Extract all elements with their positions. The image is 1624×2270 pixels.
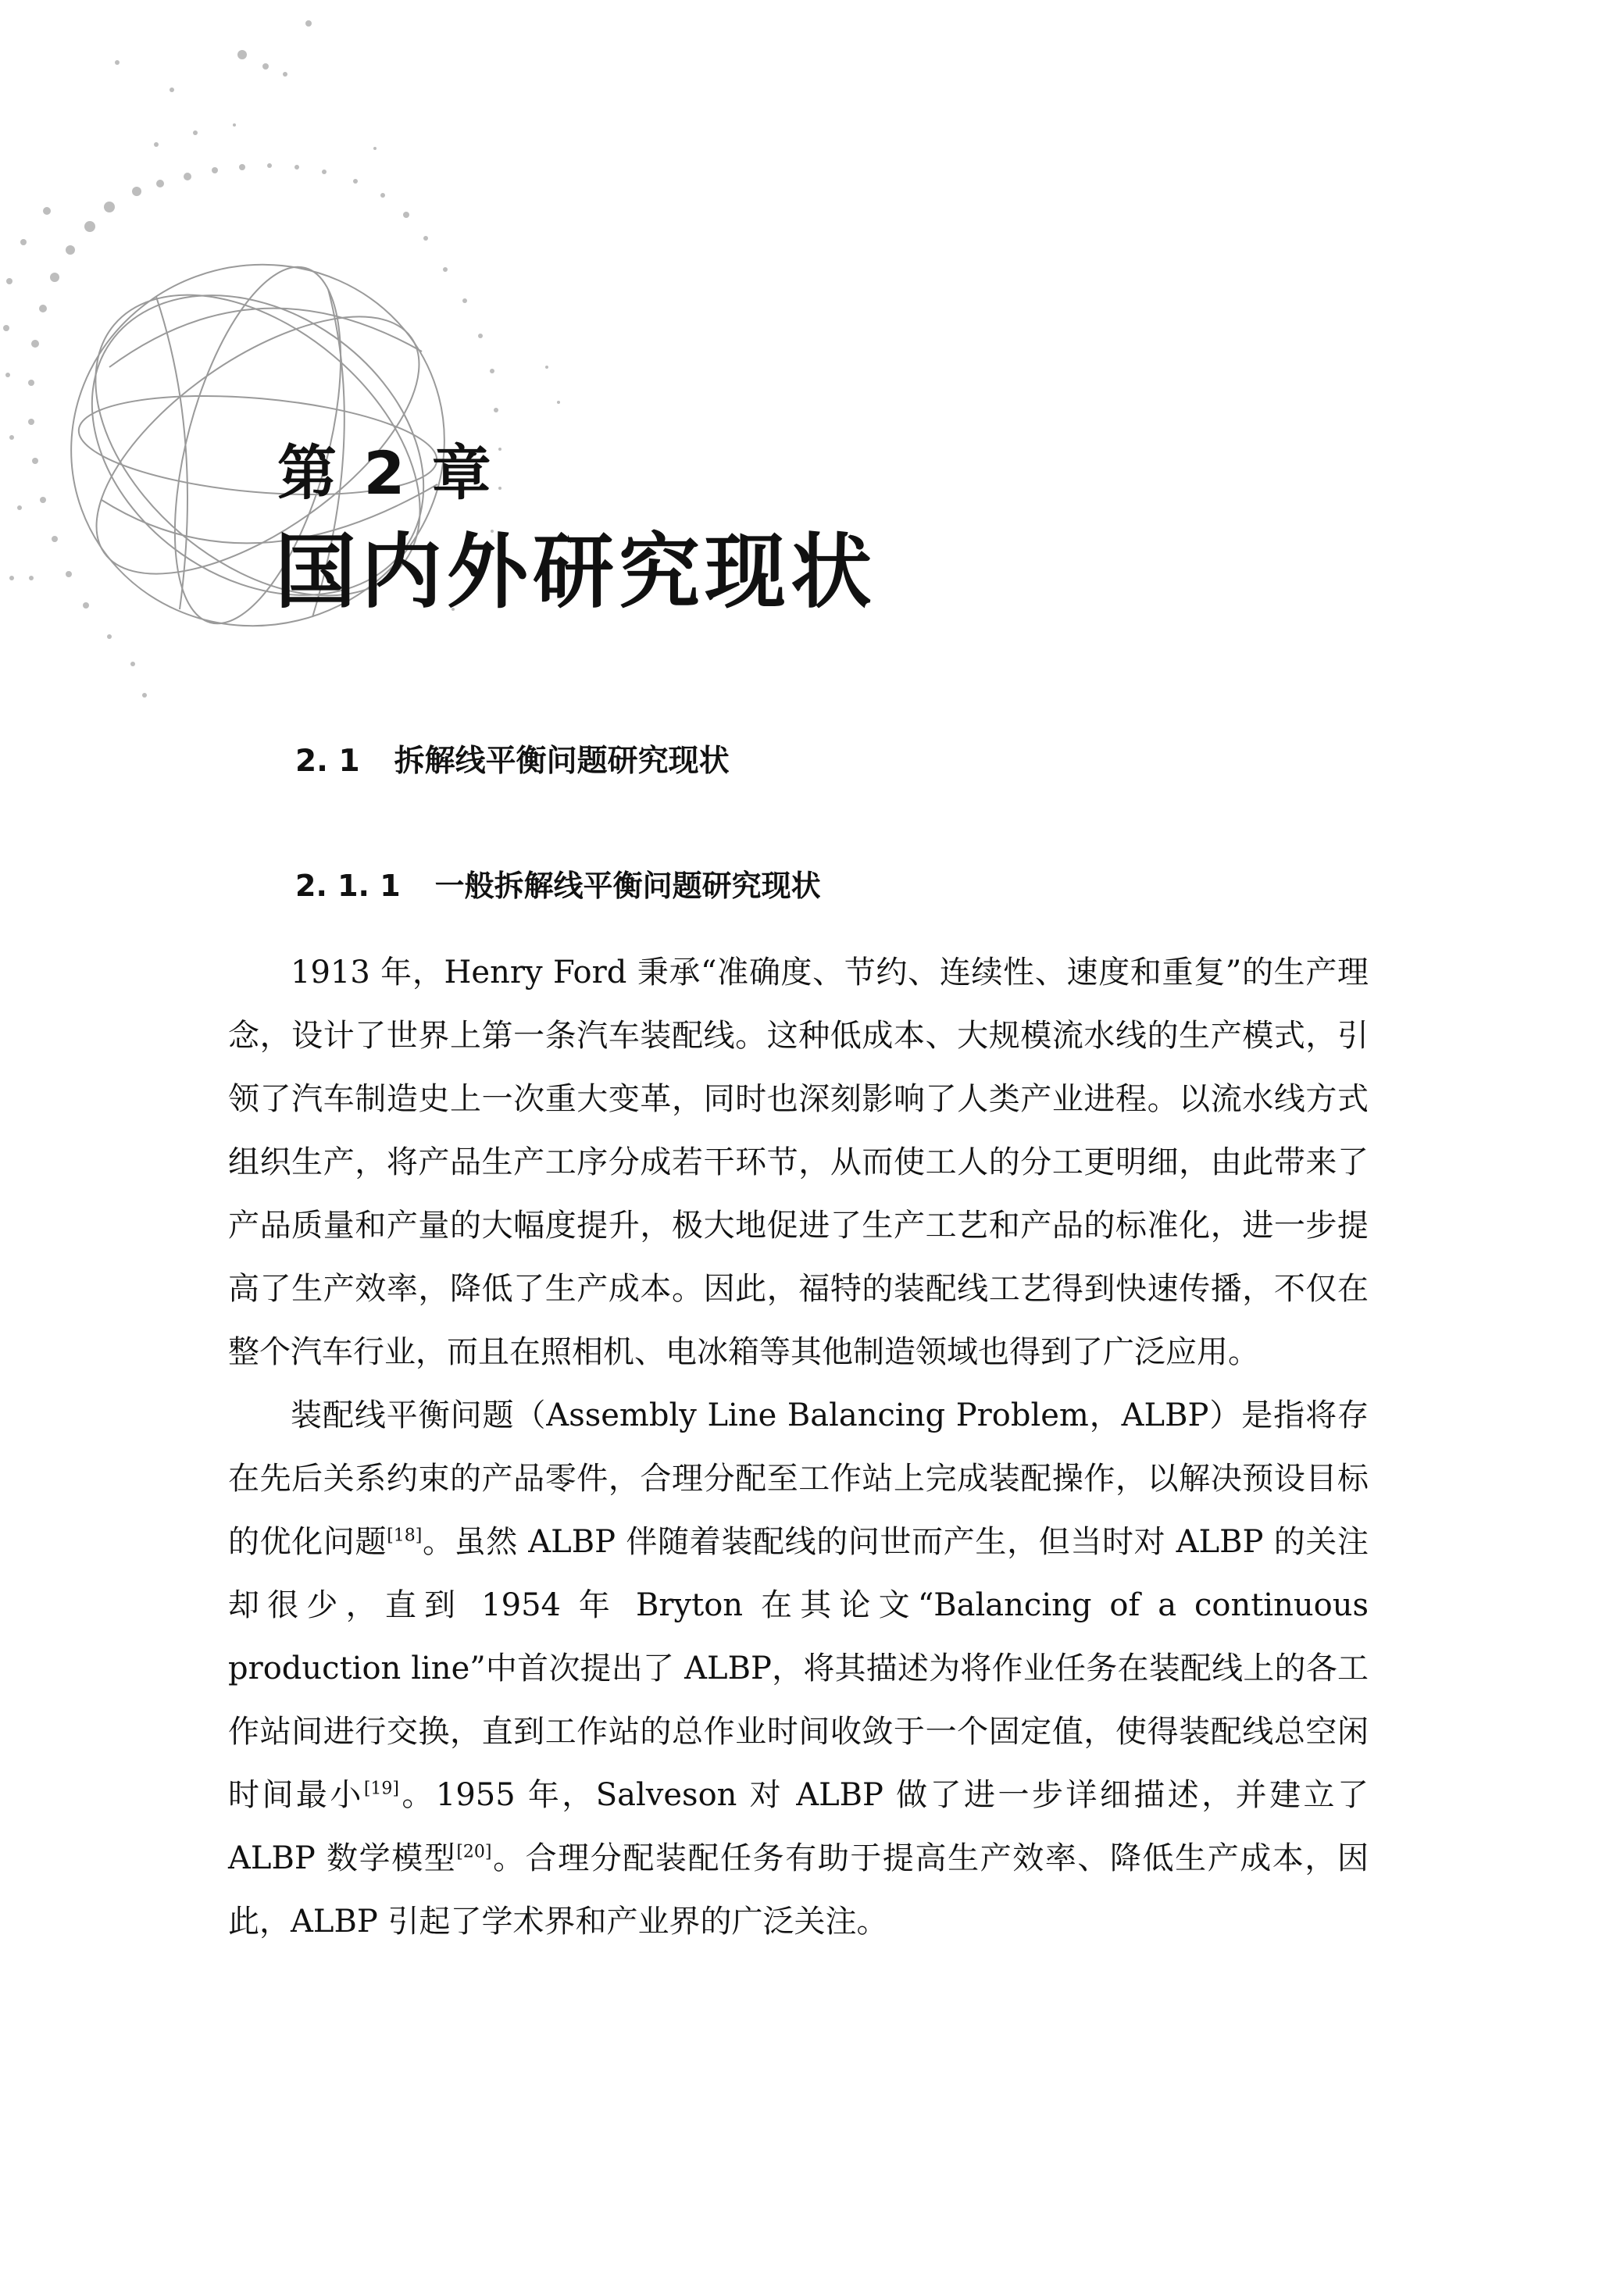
decorative-globe-graphic <box>0 0 781 781</box>
section-number: 2. 1 <box>295 744 360 779</box>
paragraph <box>228 1384 1369 1954</box>
citation-ref: [19] <box>363 1779 399 1799</box>
citation-ref: [20] <box>456 1842 492 1862</box>
paragraph-text: 。1955 年，Salveson 对 ALBP 做了进一步详细描述，并建立了 ALBP 数学模型 <box>228 1777 1369 1876</box>
chapter-number: 第 2 章 <box>277 438 494 508</box>
paragraph-text: 。合理分配装配任务有助于提高生产效率、降低生产成本，因此，ALBP 引起了学术界和产业界的广泛关注。 <box>228 1840 1369 1940</box>
body-text <box>228 941 1369 1954</box>
section-title: 拆解线平衡问题研究现状 <box>394 744 730 779</box>
section-heading <box>295 744 730 779</box>
subsection-number: 2. 1. 1 <box>295 869 401 903</box>
paragraph: 1913 年，Henry Ford 秉承“准确度、节约、连续性、速度和重复”的生产理念，设计了世界上第一条汽车装配线。这种低成本、大规模流水线的生产模式，引领了汽车制造史上一次重大变革，同时也深刻影响了人类产业进程。以流水线方式组织生产，将产品生产工序分成若干环节，从而使工人的分工更明细，由此带来了产品质量和产量的大幅度提升，极大地促进了生产工艺和产品的标准化，进一步提高了生产效率，降低了生产成本。因此，福特的装配线工艺得到快速传播，不仅在整个汽车行业，而且在照相机、电冰箱等其他制造领域也得到了广泛应用。 <box>228 955 1369 1370</box>
citation-ref: [18] <box>387 1526 423 1546</box>
chapter-title: 国内外研究现状 <box>275 524 877 619</box>
subsection-title: 一般拆解线平衡问题研究现状 <box>434 869 821 903</box>
subsection-heading <box>295 871 821 901</box>
paragraph-text: 。虽然 ALBP 伴随着装配线的问世而产生，但当时对 ALBP 的关注却很少，直到 1954 年 Bryton 在其论文“Balancing of a continuous production line”中首次提出了 ALBP，将其描述为将作业任务在装配线上的各工作站间进行交换，直到工作站的总作业时间收敛于一个固定值，使得装配线总空闲时间最小 <box>228 1524 1369 1813</box>
paragraph-text: 装配线平衡问题（Assembly Line Balancing Problem，ALBP）是指将存在先后关系约束的产品零件，合理分配至工作站上完成装配操作，以解决预设目标的优化问题 <box>228 1397 1369 1560</box>
